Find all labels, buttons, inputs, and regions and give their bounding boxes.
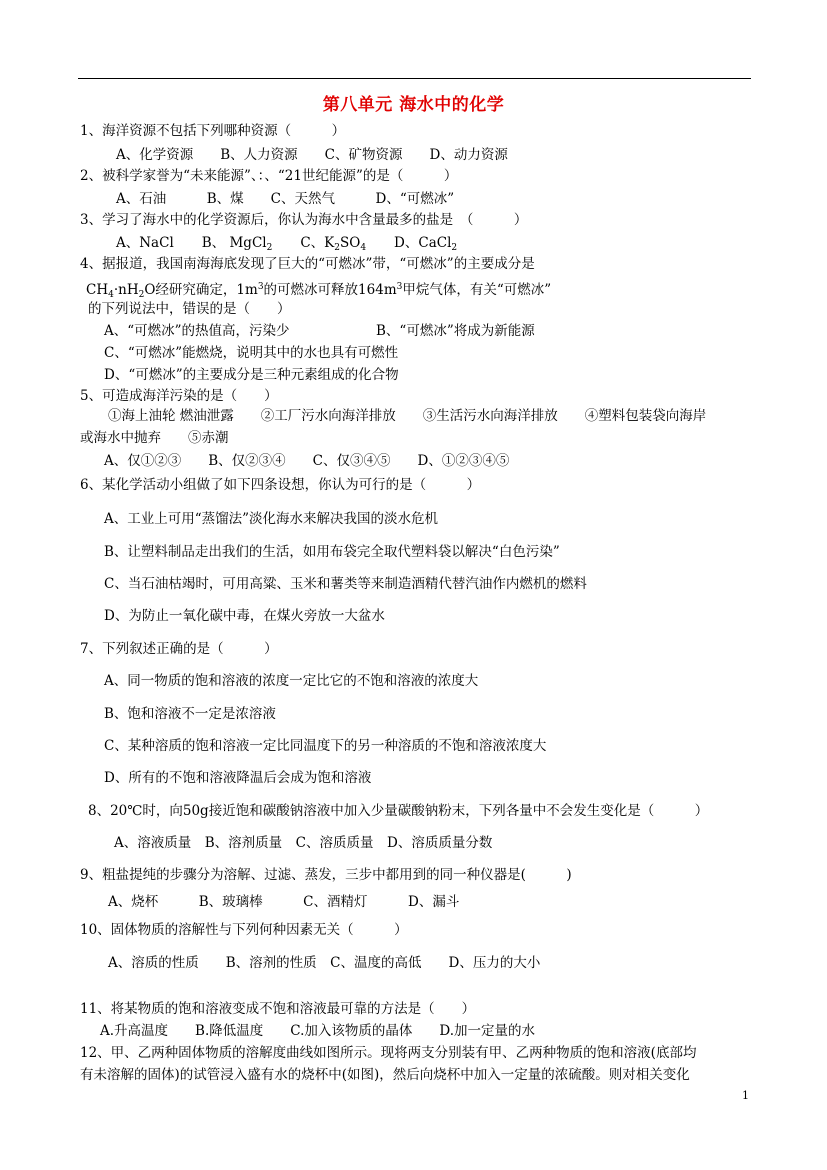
question-4-option-b: B、“可燃冰”将成为新能源 [376,323,535,339]
question-9-stem: 9、粗盐提纯的步骤分为溶解、过滤、蒸发，三步中都用到的同一种仪器是( ) [80,867,572,883]
question-8-stem: 8、20℃时，向50g接近饱和碳酸钠溶液中加入少量碳酸钠粉末，下列各量中不会发生变化是（ ） [88,803,709,819]
option-b: B、 MgCl [201,235,267,251]
question-4-option-c: C、“可燃冰”能燃烧，说明其中的水也具有可燃性 [104,345,399,361]
question-7-option-c: C、某种溶质的饱和溶液一定比同温度下的另一种溶质的不饱和溶液浓度大 [104,738,547,754]
question-3-options: A、NaCl B、 MgCl$_2$ C、$K_2SO_4$ D、CaCl$_2$ [116,235,458,253]
question-4-line2: $CH_4\cdot nH_2O$经研究确定，$1m^3$的可燃冰可释放$164m^3$甲烷气体，有关“可燃冰” [86,282,552,300]
question-2-stem: 2、被科学家誉为“未来能源”、：、“21世纪能源”的是（ ） [80,168,458,184]
question-6-stem: 6、某化学活动小组做了如下四条设想，你认为可行的是（ ） [80,477,481,493]
question-7-option-b: B、饱和溶液不一定是浓溶液 [104,706,276,722]
option-c: C、K [300,235,335,251]
question-3-stem: 3、学习了海水中的化学资源后，你认为海水中含量最多的盐是 （ ） [80,212,528,228]
question-7-option-d: D、所有的不饱和溶液降温后会成为饱和溶液 [104,770,372,786]
question-10-stem: 10、固体物质的溶解性与下列何种因素无关（ ） [80,922,408,938]
question-11-stem: 11、将某物质的饱和溶液变成不饱和溶液最可靠的方法是（ ） [80,1001,476,1017]
question-2-options: A、石油 B、煤 C、天然气 D、“可燃冰” [116,191,455,207]
question-5-line3: 或海水中抛弃 ⑤赤潮 [80,430,229,446]
question-5-options: A、仅①②③ B、仅②③④ C、仅③④⑤ D、①②③④⑤ [104,453,510,469]
question-1-stem: 1、海洋资源不包括下列哪种资源（ ） [80,123,346,139]
option-a: A、NaCl [116,235,174,251]
question-12-line1: 12、甲、乙两种固体物质的溶解度曲线如图所示。现将两支分别装有甲、乙两种物质的饱和溶液(底部均 [80,1045,697,1061]
question-10-options: A、溶质的性质 B、溶剂的性质 C、温度的高低 D、压力的大小 [108,955,541,971]
option-d: D、CaCl [394,235,452,251]
page-title: 第八单元 海水中的化学 [322,95,505,115]
question-6-option-a: A、工业上可用“蒸馏法”淡化海水来解决我国的淡水危机 [104,511,439,527]
question-1-options: A、化学资源 B、人力资源 C、矿物资源 D、动力资源 [116,147,508,163]
question-5-stem: 5、可造成海洋污染的是（ ） [80,388,278,404]
question-4-option-d: D、“可燃冰”的主要成分是三种元素组成的化合物 [104,367,399,383]
page-number: 1 [742,1089,749,1102]
question-9-options: A、烧杯 B、玻璃棒 C、酒精灯 D、漏斗 [108,894,460,910]
question-4-option-a: A、“可燃冰”的热值高，污染少 [104,323,290,339]
question-6-option-b: B、让塑料制品走出我们的生活，如用布袋完全取代塑料袋以解决“白色污染” [104,544,560,560]
question-6-option-c: C、当石油枯竭时，可用高粱、玉米和薯类等来制造酒精代替汽油作内燃机的燃料 [104,576,587,592]
question-11-options: A.升高温度 B.降低温度 C.加入该物质的晶体 D.加一定量的水 [100,1023,536,1039]
header-rule [78,78,751,79]
question-4-line3: 的下列说法中，错误的是（ ） [88,301,291,317]
question-6-option-d: D、为防止一氧化碳中毒，在煤火旁放一大盆水 [104,608,385,624]
question-12-line2: 有未溶解的固体)的试管浸入盛有水的烧杯中(如图)，然后向烧杯中加入一定量的浓硫酸。则对相关变化 [80,1067,690,1083]
question-4-stem: 4、据报道，我国南海海底发现了巨大的“可燃冰”带，“可燃冰”的主要成分是 [80,256,535,272]
question-7-stem: 7、下列叙述正确的是（ ） [80,641,278,657]
question-7-option-a: A、同一物质的饱和溶液的浓度一定比它的不饱和溶液的浓度大 [104,673,479,689]
question-5-line2: ①海上油轮 燃油泄露 ②工厂污水向海洋排放 ③生活污水向海洋排放 ④塑料包装袋向海岸 [108,408,707,424]
question-8-options: A、溶液质量 B、溶剂质量 C、溶质质量 D、溶质质量分数 [114,835,493,851]
